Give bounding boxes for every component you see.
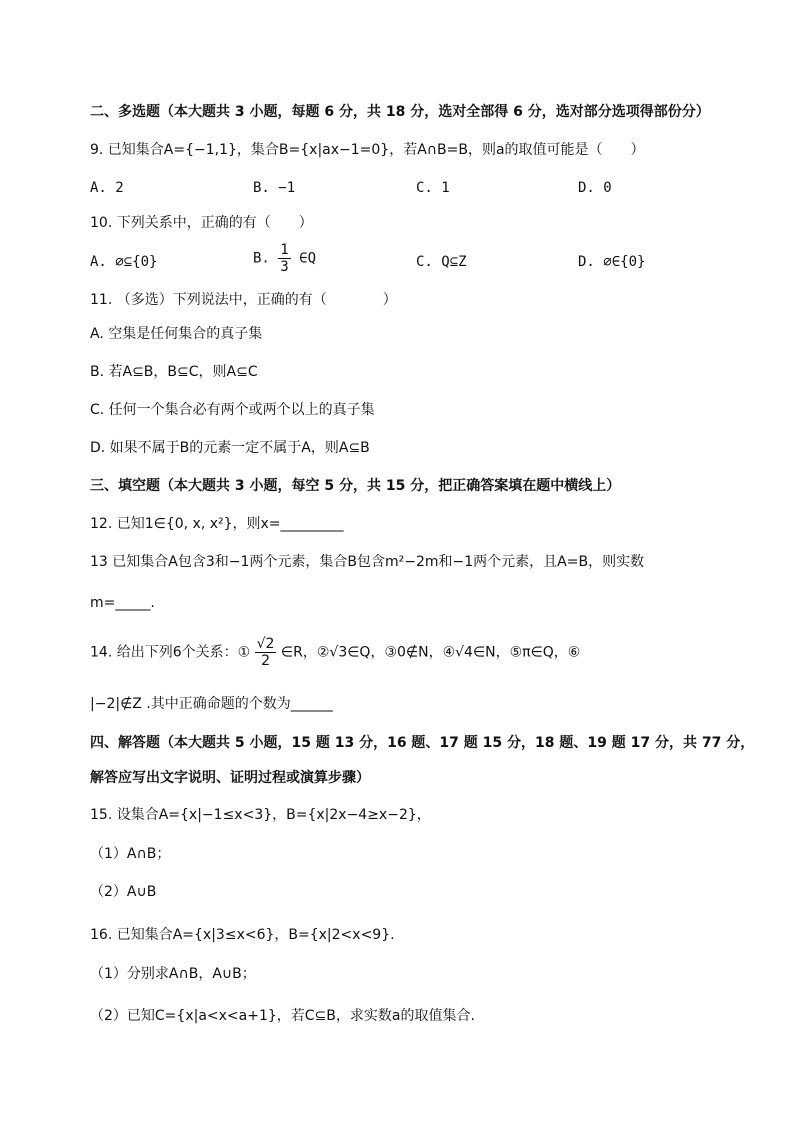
fraction-denominator: 2 — [261, 653, 271, 669]
q13-line2: m=_____. — [90, 595, 155, 611]
q12-stem: 12. 已知1∈{0, x, x²}，则x=_________ — [90, 516, 344, 532]
q10-stem: 10. 下列关系中，正确的有（ ） — [90, 215, 313, 231]
q9-option-c: C. 1 — [416, 180, 450, 196]
q11-stem: 11. （多选）下列说法中，正确的有（ ） — [90, 292, 397, 308]
q14-prefix: 14. 给出下列6个关系：① — [90, 644, 251, 661]
q16-part2: （2）已知C={x|a<x<a+1}，若C⊆B，求实数a的取值集合. — [90, 1008, 475, 1024]
fraction-denominator: 3 — [280, 259, 289, 275]
q11-option-d: D. 如果不属于B的元素一定不属于A，则A⊆B — [90, 440, 370, 456]
q9-option-b: B. −1 — [253, 180, 296, 196]
q9-option-d: D. 0 — [578, 180, 612, 196]
q10-option-d: D. ∅∈{0} — [578, 254, 646, 270]
q10-option-b-relation: ∈Q — [299, 250, 317, 267]
fraction-numerator: 1 — [280, 242, 289, 258]
q15-part2: （2）A∪B — [90, 884, 157, 900]
q9-stem: 9. 已知集合A={−1,1}，集合B={x|ax−1=0}，若A∩B=B，则a的取值可能是（ ） — [90, 142, 645, 158]
q11-option-a: A. 空集是任何集合的真子集 — [90, 326, 263, 342]
fraction-numerator: √2 — [256, 636, 275, 652]
section4-heading-line2: 解答应写出文字说明、证明过程或演算步骤） — [90, 770, 370, 786]
q15-part1: （1）A∩B； — [90, 846, 171, 862]
q10-option-b-label: B. — [253, 250, 270, 267]
section3-heading: 三、填空题（本大题共 3 小题，每空 5 分，共 15 分，把正确答案填在题中横线上） — [90, 478, 621, 494]
section4-heading-line1: 四、解答题（本大题共 5 小题，15 题 13 分，16 题、17 题 15 分，18 题、19 题 17 分，共 77 分， — [90, 735, 755, 751]
q15-stem: 15. 设集合A={x|−1≤x<3}，B={x|2x−4≥x−2}， — [90, 807, 431, 823]
q10-option-b — [253, 242, 316, 275]
q14-line2: |−2|∉Z .其中正确命题的个数为______ — [90, 696, 333, 712]
q13-line1: 13 已知集合A包含3和−1两个元素，集合B包含m²−2m和−1两个元素，且A=B，则实数 — [90, 554, 645, 570]
q10-option-b-fraction — [278, 242, 290, 275]
q16-stem: 16. 已知集合A={x|3≤x<6}，B={x|2<x<9}. — [90, 927, 395, 943]
q14-rest: ∈R，②√3∈Q，③0∉N，④√4∈N，⑤π∈Q，⑥ — [280, 644, 581, 661]
q11-option-c: C. 任何一个集合必有两个或两个以上的真子集 — [90, 402, 375, 418]
section2-heading: 二、多选题（本大题共 3 小题，每题 6 分，共 18 分，选对全部得 6 分，选对部分选项得部份分） — [90, 104, 710, 120]
q11-option-b: B. 若A⊆B，B⊆C，则A⊆C — [90, 364, 258, 380]
q9-option-a: A. 2 — [90, 180, 124, 196]
q14-line1 — [90, 636, 580, 669]
q16-part1: （1）分别求A∩B，A∪B； — [90, 966, 256, 982]
q10-option-a: A. ∅⊆{0} — [90, 254, 158, 270]
q14-fraction — [255, 636, 277, 669]
q10-option-c: C. Q⊆Z — [416, 254, 467, 270]
